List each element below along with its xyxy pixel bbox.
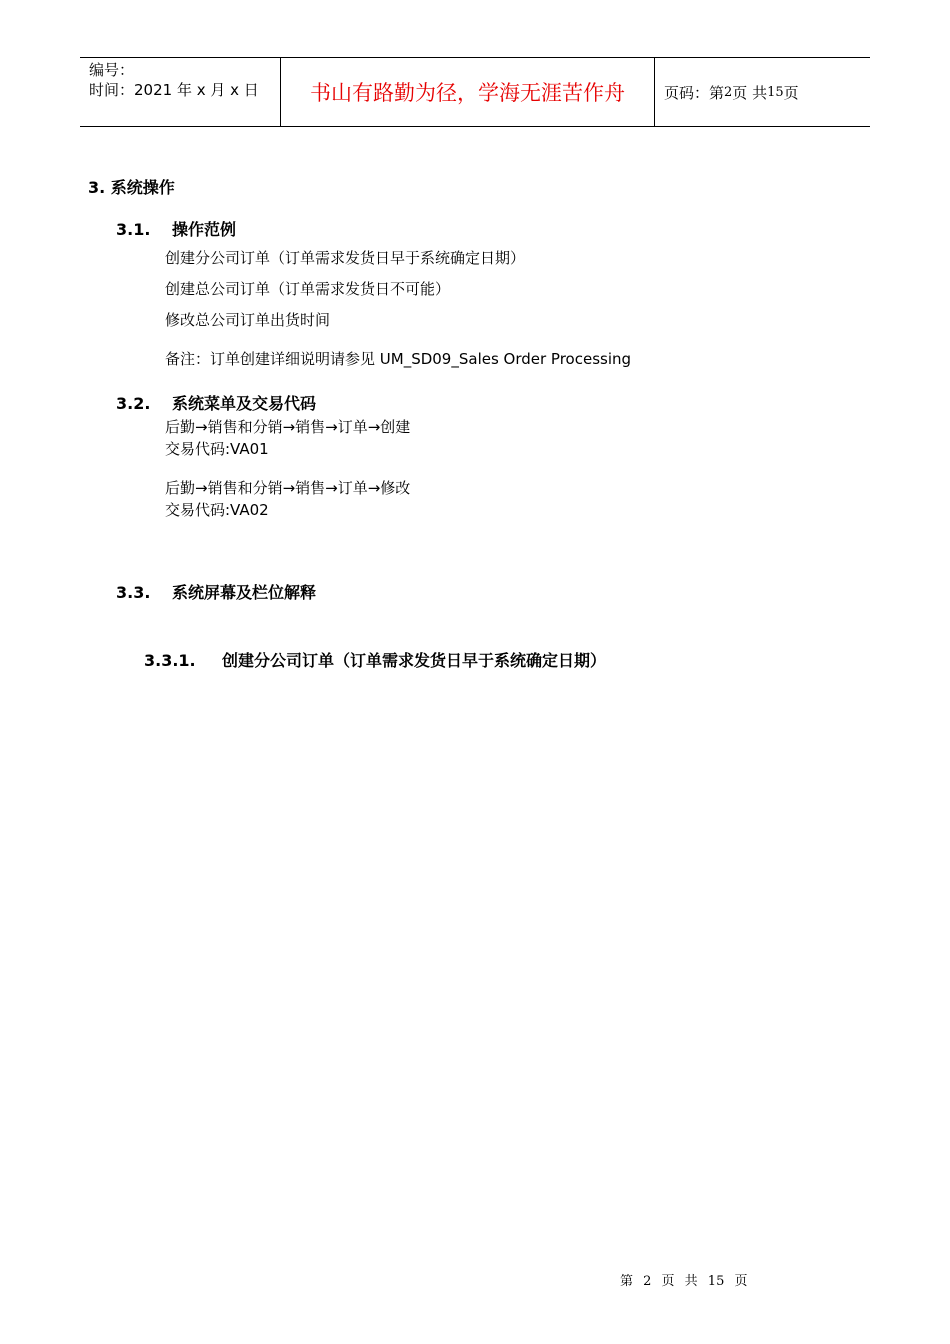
page-middle: 页 共 bbox=[732, 83, 768, 102]
page-suffix: 页 bbox=[783, 83, 799, 102]
section-title: 操作范例 bbox=[172, 220, 237, 239]
section-3-heading: 3. 系统操作 bbox=[88, 178, 175, 197]
page-total: 15 bbox=[767, 84, 784, 100]
header-page-info bbox=[655, 58, 870, 126]
document-time-label: 时间：2021 年 x 月 x 日 bbox=[89, 81, 259, 99]
section-number: 3.3. bbox=[116, 583, 151, 602]
transaction-code-create: 交易代码:VA01 bbox=[165, 440, 269, 458]
section-number: 3.3.1. bbox=[144, 651, 196, 670]
section-number: 3.2. bbox=[116, 394, 151, 413]
section-number: 3.1. bbox=[116, 220, 151, 239]
menu-path-modify: 后勤→销售和分销→销售→订单→修改 bbox=[165, 479, 411, 497]
menu-path-create: 后勤→销售和分销→销售→订单→创建 bbox=[165, 418, 411, 436]
section-3-3-1-heading bbox=[144, 648, 606, 671]
page-current: 2 bbox=[724, 84, 733, 100]
section-3-1-heading bbox=[116, 217, 236, 240]
transaction-code-modify: 交易代码:VA02 bbox=[165, 501, 269, 519]
note-text: 备注：订单创建详细说明请参见 UM_SD09_Sales Order Processing bbox=[165, 350, 632, 368]
page-prefix: 页码：第 bbox=[664, 83, 725, 102]
example-item-2: 创建总公司订单（订单需求发货日不可能） bbox=[165, 280, 451, 298]
page-footer: 第 2 页 共 15 页 bbox=[620, 1274, 748, 1289]
page-header bbox=[80, 57, 870, 127]
example-item-3: 修改总公司订单出货时间 bbox=[165, 311, 331, 329]
section-title: 系统屏幕及栏位解释 bbox=[172, 583, 317, 602]
section-3-3-heading bbox=[116, 580, 316, 603]
section-title: 系统菜单及交易代码 bbox=[172, 394, 317, 413]
header-motto: 书山有路勤为径，学海无涯苦作舟 bbox=[281, 58, 655, 126]
section-3-2-heading bbox=[116, 391, 316, 414]
section-title: 创建分公司订单（订单需求发货日早于系统确定日期） bbox=[222, 651, 607, 670]
document-number-label: 编号： bbox=[89, 61, 135, 79]
example-item-1: 创建分公司订单（订单需求发货日早于系统确定日期） bbox=[165, 249, 526, 267]
header-left-cell bbox=[80, 58, 281, 126]
